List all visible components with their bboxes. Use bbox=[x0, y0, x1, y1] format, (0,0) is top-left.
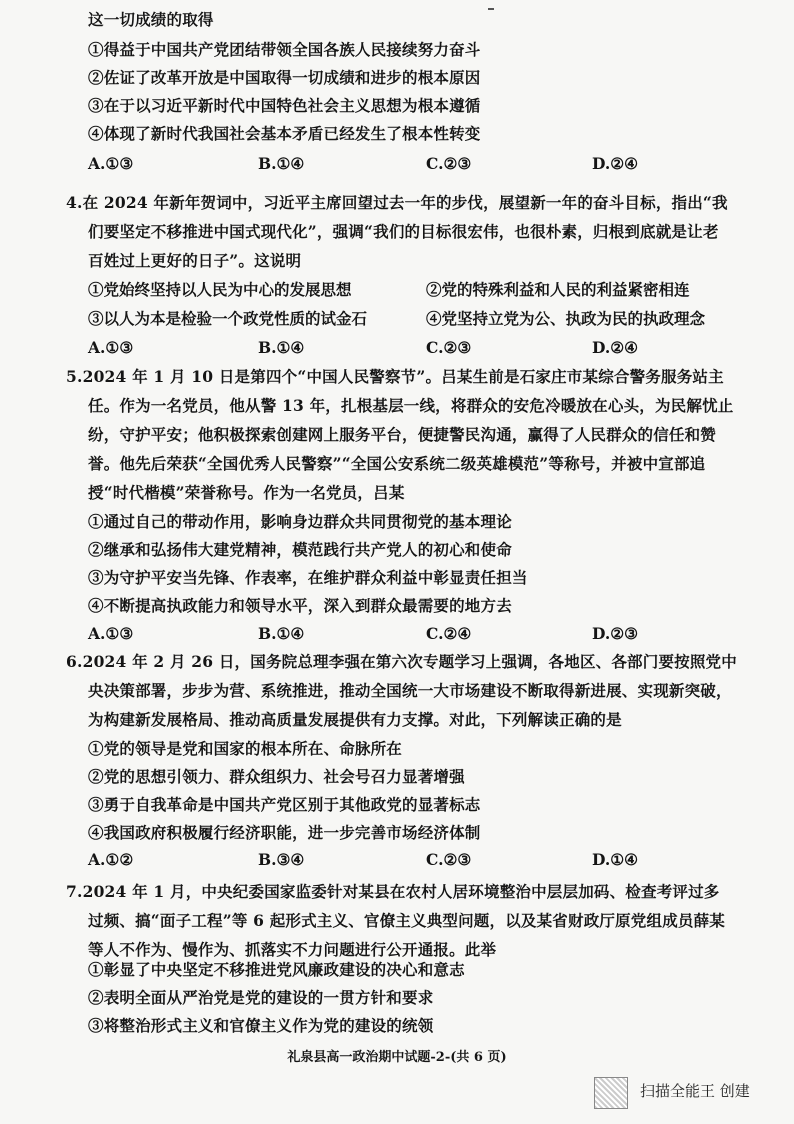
q4-stem-2: 们要坚定不移推进中国式现代化”，强调“我们的目标很宏伟，也很朴素，归根到底就是让老 bbox=[88, 222, 719, 241]
q5-stem-4: 誉。他先后荣获“全国优秀人民警察”“全国公安系统二级英雄模范”等称号，并被中宣部追 bbox=[88, 454, 706, 473]
q4-choice-4: ④党坚持立党为公、执政为民的执政理念 bbox=[426, 309, 706, 328]
q4-stem-3: 百姓过上更好的日子”。这说明 bbox=[88, 251, 302, 270]
q5-stem-1: 5.2024 年 1 月 10 日是第四个“中国人民警察节”。吕某生前是石家庄市某综合警务服务站主 bbox=[66, 367, 724, 386]
q3-choice-1: ①得益于中国共产党团结带领全国各族人民接续努力奋斗 bbox=[88, 40, 481, 59]
q4-option-a: A.①③ bbox=[88, 338, 134, 357]
q3-option-c: C.②③ bbox=[426, 154, 472, 173]
q6-choice-2: ②党的思想引领力、群众组织力、社会号召力显著增强 bbox=[88, 767, 465, 786]
q5-choice-3: ③为守护平安当先锋、作表率，在维护群众利益中彰显责任担当 bbox=[88, 568, 528, 587]
q6-choice-4: ④我国政府积极履行经济职能，进一步完善市场经济体制 bbox=[88, 823, 481, 842]
q3-option-b: B.①④ bbox=[258, 154, 305, 173]
scan-mark bbox=[488, 8, 494, 10]
page-footer: 礼泉县高一政治期中试题-2-(共 6 页) bbox=[287, 1050, 507, 1065]
q3-stem-tail: 这一切成绩的取得 bbox=[88, 10, 214, 29]
q5-option-a: A.①③ bbox=[88, 624, 134, 643]
q3-option-a: A.①③ bbox=[88, 154, 134, 173]
scanner-brand: 扫描全能王 创建 bbox=[640, 1082, 750, 1100]
q4-choice-3: ③以人为本是检验一个政党性质的试金石 bbox=[88, 309, 368, 328]
q5-choice-4: ④不断提高执政能力和领导水平，深入到群众最需要的地方去 bbox=[88, 596, 512, 615]
q5-choice-1: ①通过自己的带动作用，影响身边群众共同贯彻党的基本理论 bbox=[88, 512, 512, 531]
q6-option-a: A.①② bbox=[88, 850, 134, 869]
q3-option-d: D.②④ bbox=[592, 154, 639, 173]
q7-stem-2: 过频、搞“面子工程”等 6 起形式主义、官僚主义典型问题，以及某省财政厅原党组成员薛某 bbox=[88, 911, 726, 930]
q3-choice-3: ③在于以习近平新时代中国特色社会主义思想为根本遵循 bbox=[88, 96, 481, 115]
q4-option-d: D.②④ bbox=[592, 338, 639, 357]
q3-choice-2: ②佐证了改革开放是中国取得一切成绩和进步的根本原因 bbox=[88, 68, 481, 87]
q5-choice-2: ②继承和弘扬伟大建党精神，模范践行共产党人的初心和使命 bbox=[88, 540, 512, 559]
q4-choice-2: ②党的特殊利益和人民的利益紧密相连 bbox=[426, 280, 690, 299]
q4-option-c: C.②③ bbox=[426, 338, 472, 357]
q7-choice-1: ①彰显了中央坚定不移推进党风廉政建设的决心和意志 bbox=[88, 960, 465, 979]
q6-choice-1: ①党的领导是党和国家的根本所在、命脉所在 bbox=[88, 739, 403, 758]
q5-option-d: D.②③ bbox=[592, 624, 639, 643]
q4-option-b: B.①④ bbox=[258, 338, 305, 357]
q6-stem-2: 央决策部署，步步为营、系统推进，推动全国统一大市场建设不断取得新进展、实现新突破， bbox=[88, 681, 732, 700]
q7-choice-3: ③将整治形式主义和官僚主义作为党的建设的统领 bbox=[88, 1016, 434, 1035]
q6-option-c: C.②③ bbox=[426, 850, 472, 869]
q6-stem-1: 6.2024 年 2 月 26 日，国务院总理李强在第六次专题学习上强调，各地区、各部门要按照党中 bbox=[66, 652, 737, 671]
q5-option-c: C.②④ bbox=[426, 624, 472, 643]
q6-stem-3: 为构建新发展格局、推动高质量发展提供有力支撑。对此，下列解读正确的是 bbox=[88, 710, 622, 729]
q6-choice-3: ③勇于自我革命是中国共产党区别于其他政党的显著标志 bbox=[88, 795, 481, 814]
q5-stem-5: 授“时代楷模”荣誉称号。作为一名党员，吕某 bbox=[88, 483, 405, 502]
q5-stem-3: 纷，守护平安；他积极探索创建网上服务平台，便捷警民沟通，赢得了人民群众的信任和赞 bbox=[88, 425, 717, 444]
q7-stem-1: 7.2024 年 1 月，中央纪委国家监委针对某县在农村人居环境整治中层层加码、检查考评过多 bbox=[66, 882, 720, 901]
q5-option-b: B.①④ bbox=[258, 624, 305, 643]
q7-choice-2: ②表明全面从严治党是党的建设的一贯方针和要求 bbox=[88, 988, 434, 1007]
qr-code-icon bbox=[594, 1077, 628, 1109]
q4-stem-1: 4.在 2024 年新年贺词中，习近平主席回望过去一年的步伐，展望新一年的奋斗目标，指出“我 bbox=[66, 193, 728, 212]
q6-option-d: D.①④ bbox=[592, 850, 639, 869]
q6-option-b: B.③④ bbox=[258, 850, 305, 869]
q5-stem-2: 任。作为一名党员，他从警 13 年，扎根基层一线，将群众的安危冷暖放在心头，为民解忧止 bbox=[88, 396, 734, 415]
q4-choice-1: ①党始终坚持以人民为中心的发展思想 bbox=[88, 280, 352, 299]
q7-stem-3: 等人不作为、慢作为、抓落实不力问题进行公开通报。此举 bbox=[88, 940, 497, 959]
q3-choice-4: ④体现了新时代我国社会基本矛盾已经发生了根本性转变 bbox=[88, 124, 481, 143]
